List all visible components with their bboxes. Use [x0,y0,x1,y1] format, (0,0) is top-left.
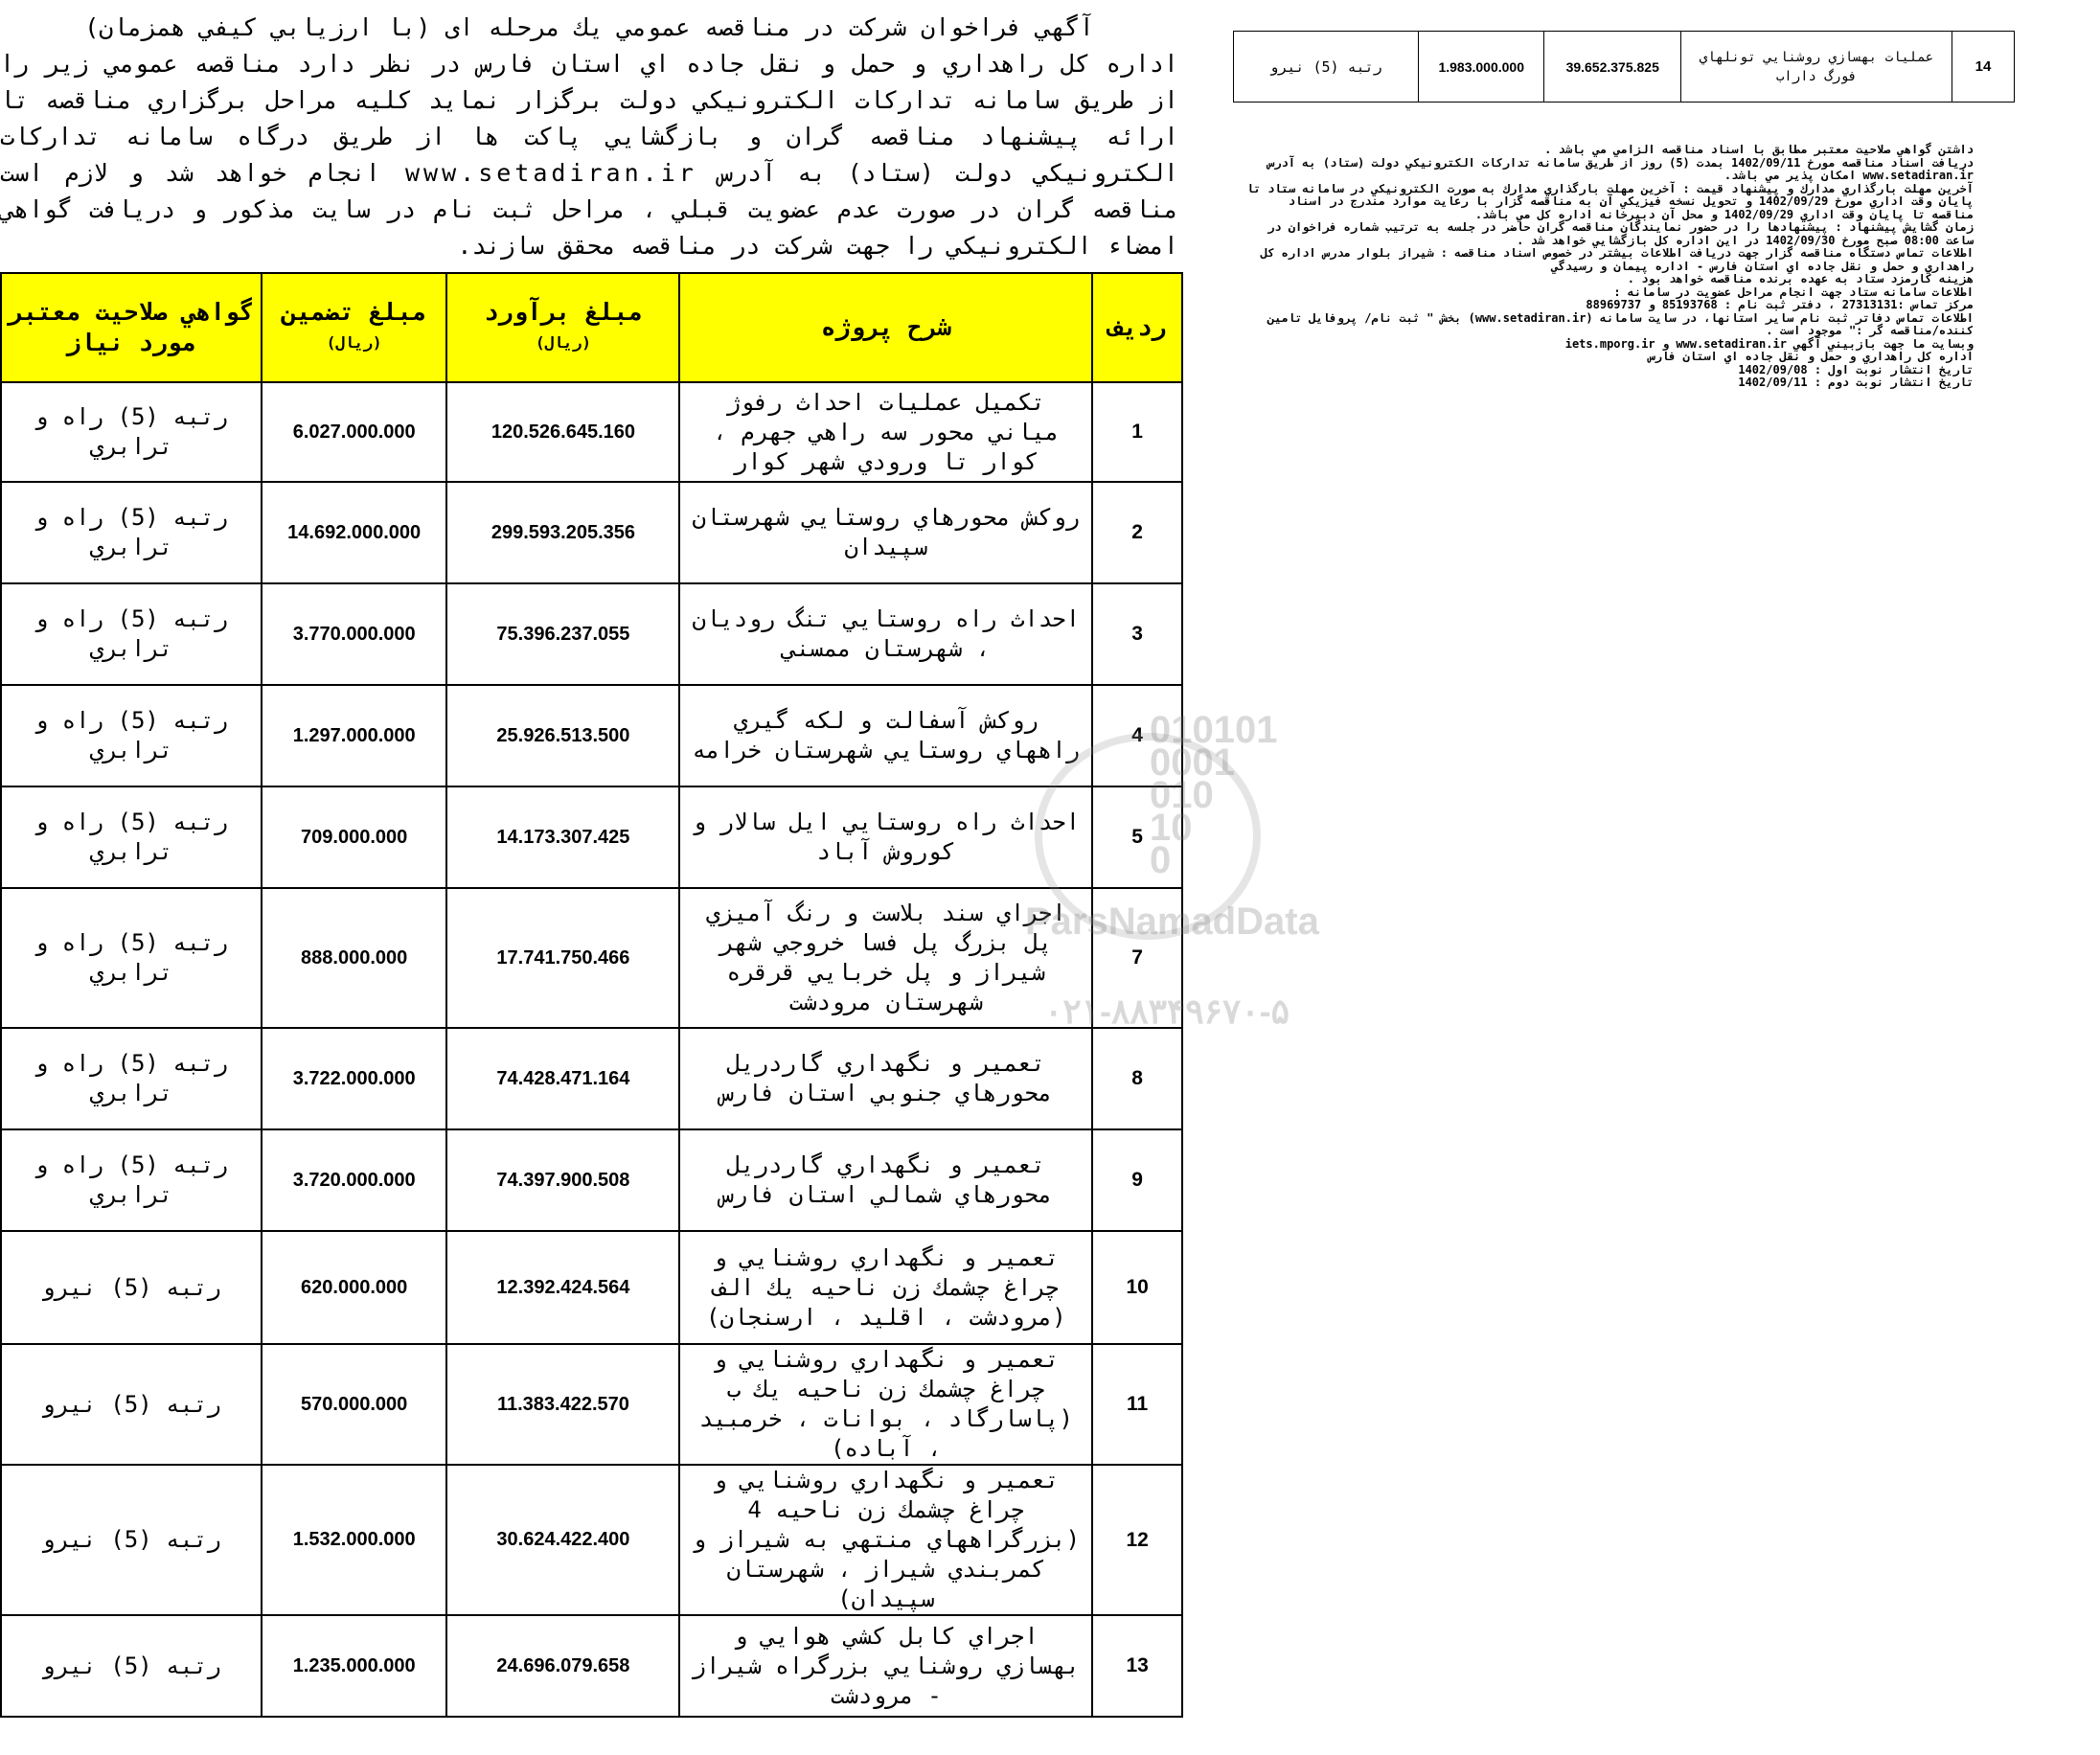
row-description: اجراي سند بلاست و رنگ آميزي پل بزرگ پل فسا خروجي شهر شيراز و پل خربايي قرقره شهرستان مرودشت [679,888,1092,1028]
row-estimate: 24.696.079.658 [446,1615,679,1717]
header-guarantee-label: مبلغ تضمين [282,298,426,326]
row-description: روكش محورهاي روستايي شهرستان سپيدان [679,482,1092,583]
row-certificate: رتبه (5) راه و ترابري [1,482,262,583]
table-row [1,1129,1182,1231]
table-row [1,382,1182,482]
table-header-row [1,273,1182,382]
row-certificate: رتبه (5) نيرو [1,1465,262,1615]
notice-title: آگهي فراخوان شركت در مناقصه عمومي يك مرحله اى (با ارزيابي كيفي همزمان) [84,13,1094,41]
row-guarantee: 3.770.000.000 [262,583,447,685]
row-description: احداث راه روستايي تنگ روديان ، شهرستان ممسني [679,583,1092,685]
row-guarantee: 6.027.000.000 [262,382,447,482]
row-description: عمليات بهسازي روشنايي تونلهاي فورگ داراب [1681,32,1952,103]
row-guarantee: 620.000.000 [262,1231,447,1344]
tender-table [0,272,1183,1718]
row-guarantee: 3.722.000.000 [262,1028,447,1129]
row-estimate: 25.926.513.500 [446,685,679,786]
row-index: 4 [1092,685,1182,786]
row-guarantee: 1.297.000.000 [262,685,447,786]
row-index: 7 [1092,888,1182,1028]
row-certificate: رتبه (5) نيرو [1,1231,262,1344]
row-estimate: 75.396.237.055 [446,583,679,685]
table-row [1,1028,1182,1129]
tender-intro [0,10,1178,260]
note-line: هزينه كارمزد ستاد به عهده برنده مناقصه خواهد بود . [1627,272,1974,285]
table-row [1,786,1182,888]
note-line: داشتن گواهي صلاحيت معتبر مطابق با اسناد مناقصه الزامي مي باشد . [1544,143,1974,156]
table-row [1,888,1182,1028]
row-description: تكميل عمليات احداث رفوژ مياني محور سه راهي جهرم ، كوار تا ورودي شهر كوار [679,382,1092,482]
header-guarantee [262,273,447,382]
row-index: 1 [1092,382,1182,482]
row-description: روكش آسفالت و لكه گيري راههاي روستايي شهرستان خرامه [679,685,1092,786]
table-row [1,583,1182,685]
row-guarantee: 888.000.000 [262,888,447,1028]
row-certificate: رتبه (5) راه و ترابري [1,1028,262,1129]
row-guarantee: 709.000.000 [262,786,447,888]
row-index: 9 [1092,1129,1182,1231]
row-description: تعمير و نگهداري روشنايي و چراغ چشمك زن ناحيه يك ب (پاسارگاد ، بوانات ، خرمبيد ، آباده) [679,1344,1092,1465]
tender-notes [1245,144,1974,390]
note-line: تاريخ انتشار نوبت اول : 1402/09/08 [1738,362,1974,376]
row-certificate: رتبه (5) راه و ترابري [1,1129,262,1231]
header-estimate-unit: (ريال) [536,333,591,352]
table-body [1,382,1182,1717]
header-estimate [446,273,679,382]
row-estimate: 30.624.422.400 [446,1465,679,1615]
row-estimate: 17.741.750.466 [446,888,679,1028]
row-description: تعمير و نگهداري روشنايي و چراغ چشمك زن ناحيه 4 (بزرگراههاي منتهي به شيراز و كمربندي شيراز ، شهرستان سپيدان) [679,1465,1092,1615]
watermark-phone: ۰۲۱-۸۸۳۴۹۶۷۰-۵ [1044,991,1290,1031]
header-description: شرح پروژه [679,273,1092,382]
header-certificate: گواهي صلاحيت معتبر مورد نياز [1,273,262,382]
row-estimate: 39.652.375.825 [1544,32,1681,103]
note-line: اطلاعات تماس دفاتر ثبت نام ساير استانها، در سايت سامانه (www.setadiran.ir) بخش " ثبت نام/ پروفايل تامين كننده/مناقصه گر :" موجود است . [1267,310,1974,337]
note-line: آخرين مهلت بارگذاري مدارك و پيشنهاد قيمت : آخرين مهلت بارگذاري مدارك به صورت الكترونيكي در سامانه ستاد تا پايان وقت اداري مورخ 1402/09/29 و تحويل نسخه فيزيكي آن به مناقصه گزار با رعايت موارد مندرج در اسناد مناقصه تا پايان وقت اداري 1402/09/29 و محل آن دبيرخانه اداره كل مي باشد. [1246,181,1974,221]
row-description: تعمير و نگهداري روشنايي و چراغ چشمك زن ناحيه يك الف (مرودشت ، اقليد ، ارسنجان) [679,1231,1092,1344]
header-guarantee-unit: (ريال) [326,333,382,352]
row-guarantee: 1.983.000.000 [1419,32,1544,103]
row-index: 12 [1092,1465,1182,1615]
row-estimate: 11.383.422.570 [446,1344,679,1465]
row-guarantee: 570.000.000 [262,1344,447,1465]
row-description: اجراي كابل كشي هوايي و بهسازي روشنايي بزرگراه شيراز - مرودشت [679,1615,1092,1717]
row-certificate: رتبه (5) نيرو [1234,32,1419,103]
row-index: 3 [1092,583,1182,685]
row-estimate: 12.392.424.564 [446,1231,679,1344]
row-certificate: رتبه (5) راه و ترابري [1,583,262,685]
row-index: 2 [1092,482,1182,583]
header-row-index: رديف [1092,273,1182,382]
row-guarantee: 14.692.000.000 [262,482,447,583]
row-estimate: 74.428.471.164 [446,1028,679,1129]
note-line: دريافت اسناد مناقصه مورخ 1402/09/11 بمدت (5) روز از طريق سامانه تداركات الكترونيكي دولت (ستاد) به آدرس www.setadiran.ir امكان پذير مي باشد. [1267,155,1974,182]
note-line: زمان گشايش پيشنهاد : پيشنهادها را در حضور نمايندگان مناقصه گران حاضر در جلسه به ترتيب شماره فراخوان در ساعت 08:00 صبح مورخ 1402/09/30 در اين اداره كل بازگشايي خواهد شد . [1267,220,1974,247]
row-estimate: 74.397.900.508 [446,1129,679,1231]
note-line: اطلاعات تماس دستگاه مناقصه گزار جهت دريافت اطلاعات بيشتر در خصوص اسناد مناقصه : شيراز بلوار مدرس اداره كل راهداري و حمل و نقل جاده اي استان فارس - اداره پيمان و رسيدگي [1260,246,1974,273]
side-row-table [1233,31,2015,103]
table-row [1,1615,1182,1717]
table-row [1,482,1182,583]
row-guarantee: 1.532.000.000 [262,1465,447,1615]
table-row [1234,32,2015,103]
row-certificate: رتبه (5) نيرو [1,1344,262,1465]
row-certificate: رتبه (5) راه و ترابري [1,786,262,888]
table-row [1,1231,1182,1344]
row-estimate: 120.526.645.160 [446,382,679,482]
row-index: 13 [1092,1615,1182,1717]
watermark-bits: 010101 0001 010 10 0 [1150,709,1278,881]
note-line: وبسايت ما جهت بازبيني آگهي www.setadiran.ir و iets.mporg.ir [1564,336,1974,351]
row-index: 5 [1092,786,1182,888]
row-certificate: رتبه (5) راه و ترابري [1,382,262,482]
note-line: اطلاعات سامانه ستاد جهت انجام مراحل عضويت در سامانه : [1613,285,1974,299]
row-description: تعمير و نگهداري گاردريل محورهاي شمالي استان فارس [679,1129,1092,1231]
row-certificate: رتبه (5) راه و ترابري [1,685,262,786]
note-line: تاريخ انتشار نوبت دوم : 1402/09/11 [1738,376,1974,389]
row-guarantee: 3.720.000.000 [262,1129,447,1231]
row-description: احداث راه روستايي ايل سالار و كوروش آباد [679,786,1092,888]
row-description: تعمير و نگهداري گاردريل محورهاي جنوبي استان فارس [679,1028,1092,1129]
table-row [1,1344,1182,1465]
header-estimate-label: مبلغ برآورد [484,298,643,326]
row-guarantee: 1.235.000.000 [262,1615,447,1717]
note-line: مركز تماس :27313131 ، دفتر ثبت نام : 85193768 و 88969737 [1586,298,1974,311]
row-index: 10 [1092,1231,1182,1344]
notice-body: اداره كل راهداري و حمل و نقل جاده اي استان فارس در نظر دارد مناقصه عمومي زير را از طريق سامانه تداركات الكترونيكي دولت برگزار نمايد كليه مراحل برگزاري مناقصه تا ارائه پيشنهاد مناقصه گران و بازگشايي پاكت ها از طريق درگاه سامانه تداركات الكترونيكي دولت (ستاد) به آدرس www.setadiran.ir انجام خواهد شد و لازم است مناقصه گران در صورت عدم عضويت قبلي ، مراحل ثبت نام در سايت مذكور و دريافت گواهي امضاء الكترونيكي را جهت شركت در مناقصه محقق سازند. [0,50,1178,260]
watermark-brand: ParsNamadData [1025,900,1319,943]
row-certificate: رتبه (5) نيرو [1,1615,262,1717]
row-estimate: 14.173.307.425 [446,786,679,888]
note-line: اداره كل راهداري و حمل و نقل جاده اي استان فارس [1648,350,1974,363]
row-index: 14 [1952,32,2015,103]
table-row [1,1465,1182,1615]
row-index: 8 [1092,1028,1182,1129]
row-certificate: رتبه (5) راه و ترابري [1,888,262,1028]
row-estimate: 299.593.205.356 [446,482,679,583]
row-index: 11 [1092,1344,1182,1465]
table-row [1,685,1182,786]
